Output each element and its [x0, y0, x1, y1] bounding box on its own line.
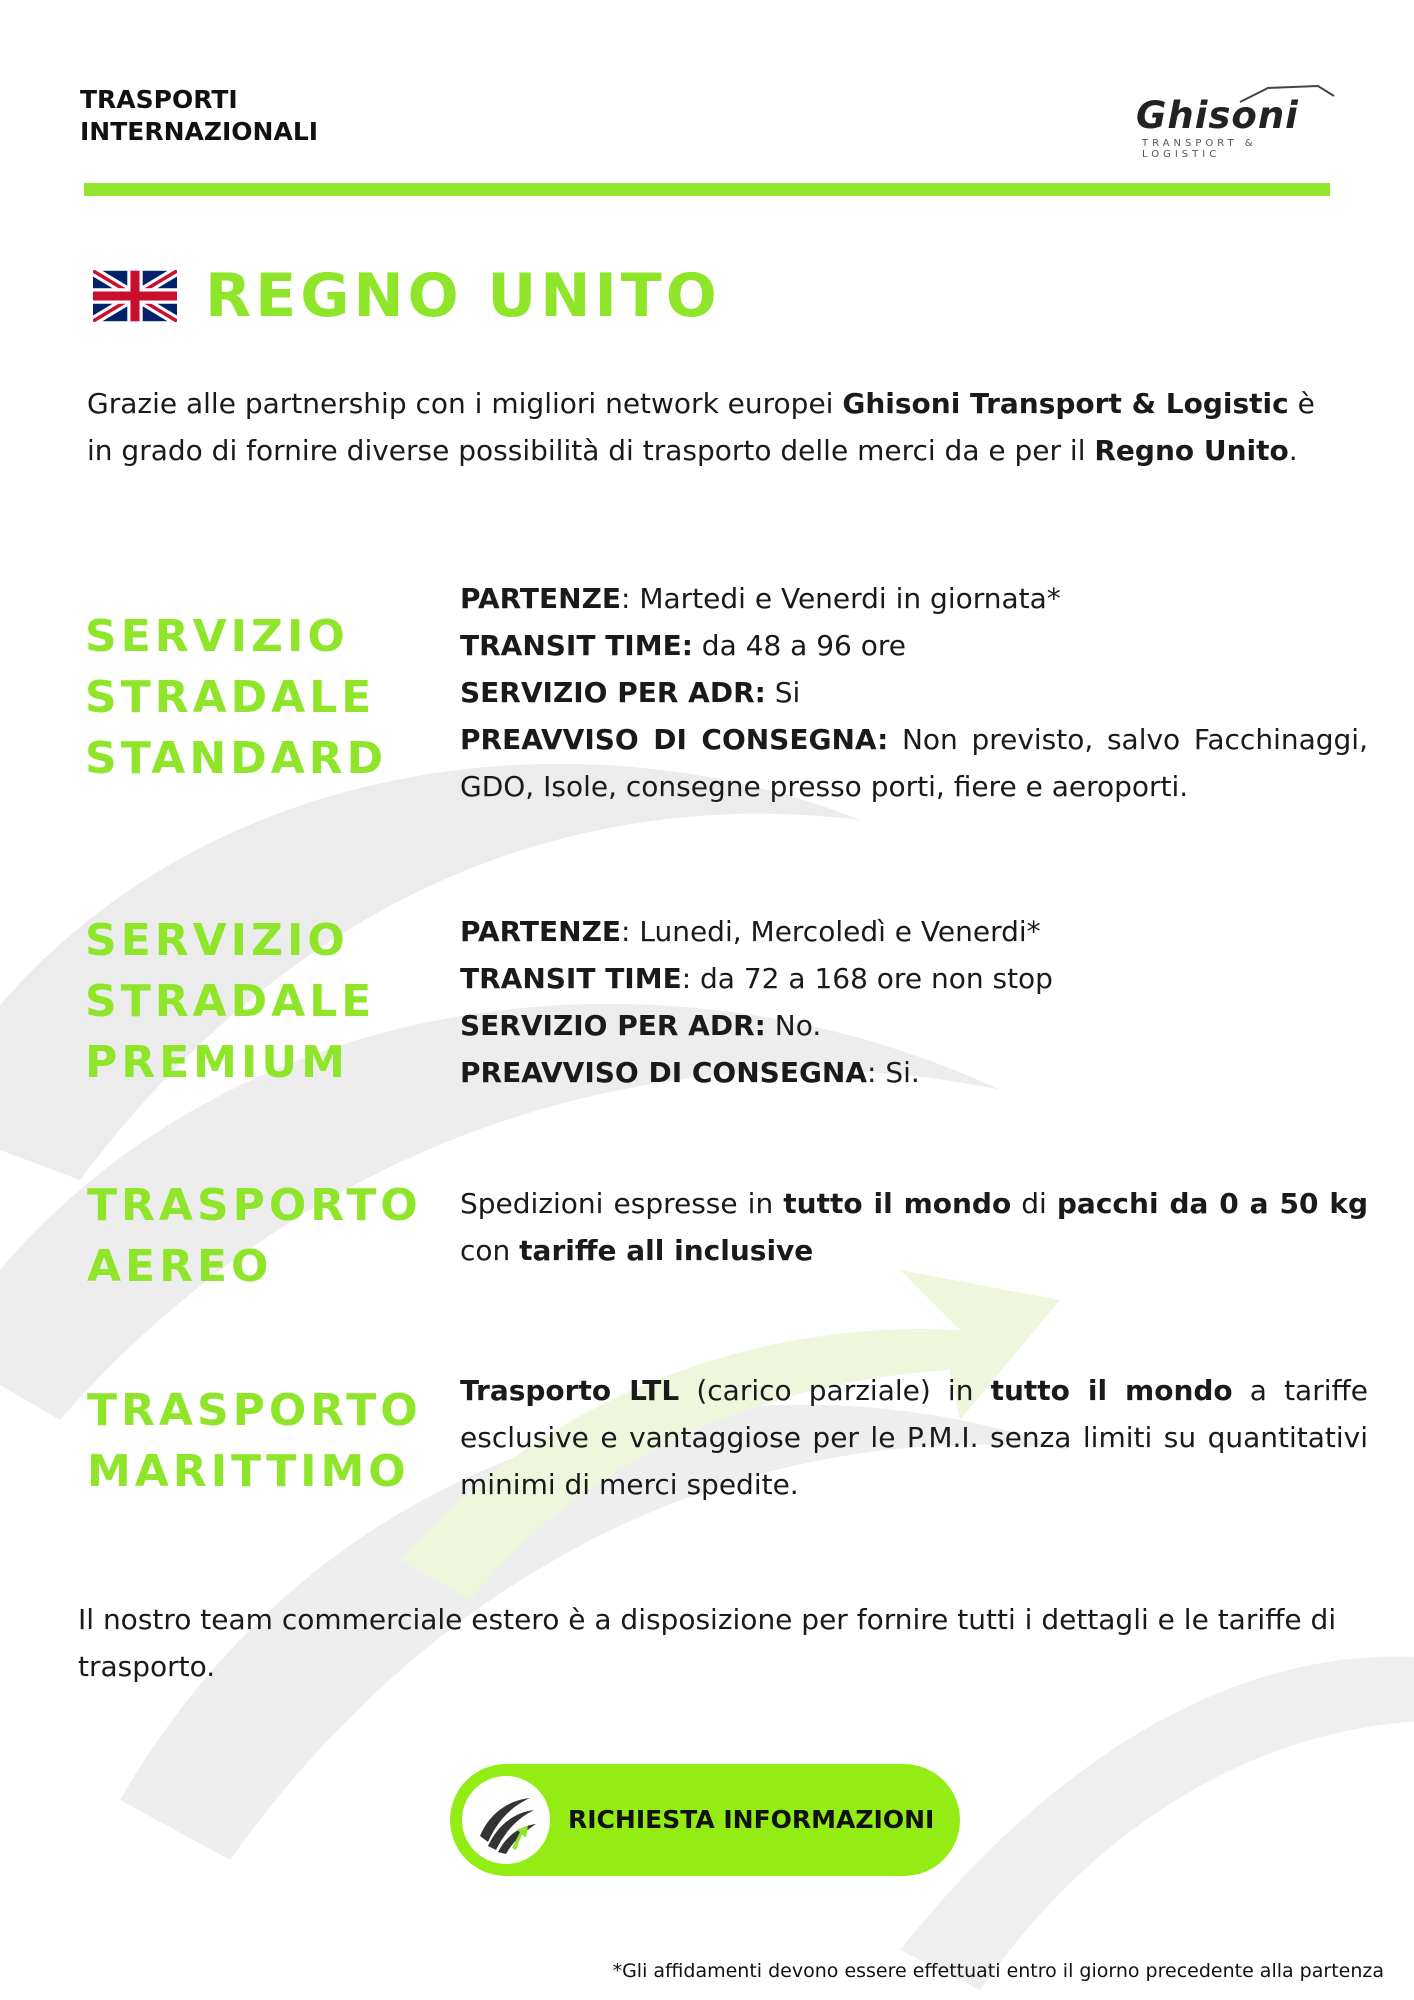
service-title-line: TRASPORTO: [87, 1385, 422, 1436]
detail-row-preavviso: PREAVVISO DI CONSEGNA: Non previsto, salvo Facchinaggi, GDO, Isole, consegne presso porti, fiere e aeroporti.: [460, 723, 1368, 803]
uk-flag-icon: [93, 270, 177, 322]
detail-row-adr: SERVIZIO PER ADR: Si: [460, 676, 801, 709]
intro-text-2: è in grado di fornire diverse possibilità di trasporto delle merci da e per il: [87, 387, 1315, 467]
service-title-line: TRASPORTO: [87, 1180, 422, 1231]
detail-row-partenze: PARTENZE: Martedi e Venerdi in giornata*: [460, 582, 1061, 615]
service-air-title: [87, 1175, 457, 1297]
request-info-label: RICHIESTA INFORMAZIONI: [568, 1805, 935, 1834]
service-title-line: AEREO: [87, 1241, 273, 1292]
service-title-line: STRADALE: [85, 672, 376, 723]
intro-paragraph: [87, 380, 1327, 474]
detail-row-preavviso: PREAVVISO DI CONSEGNA: Si.: [460, 1056, 920, 1089]
service-title-line: SERVIZIO: [85, 611, 349, 662]
detail-row-adr: SERVIZIO PER ADR: No.: [460, 1009, 822, 1042]
intro-text-3: .: [1288, 434, 1298, 467]
ghisoni-swoosh-icon: [462, 1776, 550, 1864]
service-standard-details: [460, 575, 1368, 810]
service-premium-details: [460, 908, 1368, 1096]
header-section-label: [80, 84, 318, 148]
closing-paragraph: Il nostro team commerciale estero è a disposizione per fornire tutti i dettagli e le tariffe di trasporto.: [78, 1603, 1337, 1683]
footnote: *Gli affidamenti devono essere effettuati entro il giorno precedente alla partenza: [612, 1960, 1384, 1982]
service-title-line: STRADALE: [85, 976, 376, 1027]
service-title-line: STANDARD: [85, 733, 388, 784]
intro-country-name: Regno Unito: [1094, 434, 1289, 467]
service-sea-details: Trasporto LTL (carico parziale) in tutto il mondo a tariffe esclusive e vantaggiose per le P.M.I. senza limiti su quantitativi minimi di merci spedite.: [460, 1374, 1369, 1501]
service-standard-title: [85, 606, 445, 789]
request-info-button[interactable]: [450, 1764, 960, 1876]
intro-text-1: Grazie alle partnership con i migliori network europei: [87, 387, 843, 420]
header-label-line2: INTERNAZIONALI: [80, 117, 319, 146]
logo-wordmark: Ghisoni: [1136, 94, 1299, 137]
service-premium-title: [85, 910, 445, 1093]
service-sea-title: [87, 1380, 457, 1502]
header-label-line1: TRASPORTI: [80, 85, 238, 114]
service-air-details: Spedizioni espresse in tutto il mondo di pacchi da 0 a 50 kg con tariffe all inclusive: [460, 1187, 1368, 1267]
header-divider: [84, 183, 1330, 196]
detail-row-transit-time: TRANSIT TIME: da 48 a 96 ore: [460, 629, 907, 662]
page-title: REGNO UNITO: [205, 261, 721, 331]
service-title-line: MARITTIMO: [87, 1446, 410, 1497]
logo-tagline: TRANSPORT & LOGISTIC: [1142, 138, 1257, 160]
ghisoni-logo: [1118, 94, 1340, 160]
detail-row-transit-time: TRANSIT TIME: da 72 a 168 ore non stop: [460, 962, 1053, 995]
detail-row-partenze: PARTENZE: Lunedi, Mercoledì e Venerdi*: [460, 915, 1041, 948]
intro-company-name: Ghisoni Transport & Logistic: [842, 387, 1289, 420]
service-title-line: PREMIUM: [85, 1037, 349, 1088]
service-title-line: SERVIZIO: [85, 915, 349, 966]
